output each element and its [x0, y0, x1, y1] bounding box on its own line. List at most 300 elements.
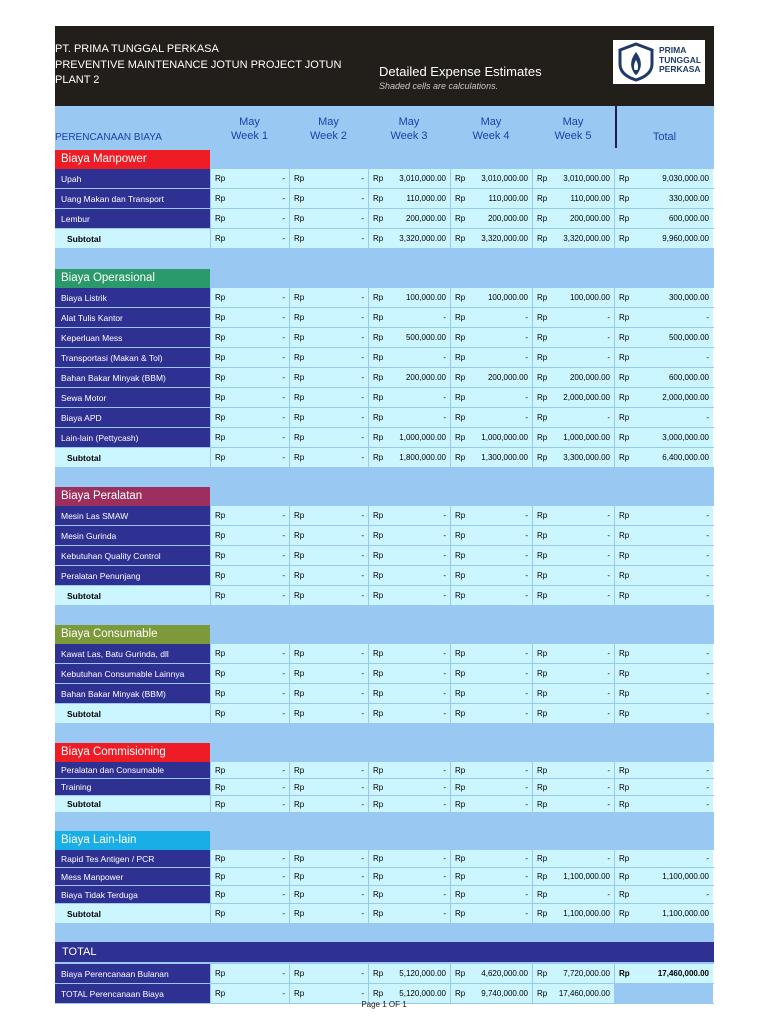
currency-label: Rp	[455, 854, 466, 863]
week-5-cell[interactable]	[532, 288, 614, 307]
amount-value: -	[361, 453, 364, 462]
total-cell[interactable]	[614, 566, 713, 585]
amount-value: 3,320,000.00	[399, 234, 446, 243]
amount-value: -	[525, 765, 528, 775]
week-4-cell[interactable]	[450, 288, 532, 307]
currency-label: Rp	[537, 765, 548, 775]
amount-value: -	[525, 890, 528, 899]
currency-label: Rp	[294, 174, 305, 183]
row-label: Biaya Tidak Terduga	[55, 886, 210, 903]
week-2-cell[interactable]	[289, 684, 368, 703]
total-cell[interactable]	[614, 189, 713, 208]
week-4-cell[interactable]	[450, 779, 532, 795]
week-5-cell[interactable]	[532, 189, 614, 208]
week-1-cell[interactable]	[210, 868, 289, 885]
week-1-cell[interactable]	[210, 964, 289, 983]
week-1-cell[interactable]	[210, 388, 289, 407]
week-1-cell[interactable]	[210, 796, 289, 812]
week-4-cell[interactable]	[450, 428, 532, 447]
amount-value: 200,000.00	[487, 214, 528, 223]
row-label: Kawat Las, Batu Gurinda, dll	[55, 644, 210, 663]
amount-value: 17,460,000.00	[657, 969, 709, 978]
week-1-cell[interactable]	[210, 586, 289, 605]
currency-label: Rp	[373, 373, 384, 382]
total-cell[interactable]	[614, 850, 713, 867]
total-cell[interactable]	[614, 964, 713, 983]
week-4-cell[interactable]	[450, 368, 532, 387]
week-4-cell[interactable]	[450, 586, 532, 605]
total-cell[interactable]	[614, 428, 713, 447]
currency-label: Rp	[537, 591, 548, 600]
week-1-cell[interactable]	[210, 704, 289, 723]
week-2-cell[interactable]	[289, 308, 368, 327]
amount-value: -	[607, 669, 610, 678]
week-3-cell[interactable]	[368, 964, 450, 983]
row-label: TOTAL Perencanaan Biaya	[55, 984, 210, 1003]
week-2-cell[interactable]	[289, 229, 368, 248]
amount-value: -	[282, 511, 285, 520]
amount-value: -	[706, 854, 709, 863]
total-cell[interactable]	[614, 328, 713, 347]
amount-value: -	[525, 393, 528, 402]
currency-label: Rp	[215, 909, 226, 918]
week-1-cell[interactable]	[210, 506, 289, 525]
total-cell[interactable]	[614, 348, 713, 367]
page-footer: Page 1 OF 1	[361, 1000, 407, 1009]
week-5-cell[interactable]	[532, 229, 614, 248]
currency-label: Rp	[215, 373, 226, 382]
section-gap	[55, 606, 714, 625]
total-cell[interactable]	[614, 526, 713, 545]
week-3-cell[interactable]	[368, 664, 450, 683]
amount-value: -	[706, 890, 709, 899]
week-1-cell[interactable]	[210, 229, 289, 248]
amount-value: 9,030,000.00	[662, 174, 709, 183]
total-cell[interactable]	[614, 506, 713, 525]
row-label: Rapid Tes Antigen / PCR	[55, 850, 210, 867]
currency-label: Rp	[619, 669, 630, 678]
amount-value: -	[282, 333, 285, 342]
total-cell[interactable]	[614, 388, 713, 407]
table-row	[55, 762, 714, 779]
amount-value: 3,010,000.00	[563, 174, 610, 183]
amount-value: -	[282, 854, 285, 863]
week-2-cell[interactable]	[289, 526, 368, 545]
section-gap	[55, 924, 714, 942]
subtotal-row	[55, 904, 714, 924]
week-3-cell[interactable]	[368, 684, 450, 703]
week-1-cell[interactable]	[210, 169, 289, 188]
amount-value: 3,000,000.00	[662, 433, 709, 442]
amount-value: -	[525, 333, 528, 342]
week-2-cell[interactable]	[289, 388, 368, 407]
week-4-cell[interactable]	[450, 328, 532, 347]
currency-label: Rp	[294, 854, 305, 863]
week-1-cell[interactable]	[210, 664, 289, 683]
week-3-cell[interactable]	[368, 762, 450, 778]
week-2-cell[interactable]	[289, 448, 368, 467]
currency-label: Rp	[215, 765, 226, 775]
week-5-cell[interactable]	[532, 886, 614, 903]
week-4-cell[interactable]	[450, 886, 532, 903]
week-1-cell[interactable]	[210, 526, 289, 545]
week-3-cell[interactable]	[368, 546, 450, 565]
amount-value: -	[706, 511, 709, 520]
week-5-cell[interactable]	[532, 428, 614, 447]
week-5-cell[interactable]	[532, 566, 614, 585]
week-2-cell[interactable]	[289, 169, 368, 188]
amount-value: -	[706, 571, 709, 580]
amount-value: -	[443, 909, 446, 918]
plan-label: PERENCANAAN BIAYA	[55, 132, 162, 143]
currency-label: Rp	[619, 551, 630, 560]
week-1-cell[interactable]	[210, 308, 289, 327]
subtotal-row	[55, 704, 714, 724]
table-row	[55, 850, 714, 868]
week-5-cell[interactable]	[532, 684, 614, 703]
week-5-cell[interactable]	[532, 796, 614, 812]
week-5-cell[interactable]	[532, 779, 614, 795]
week-1-cell[interactable]	[210, 566, 289, 585]
week-5-cell[interactable]	[532, 506, 614, 525]
week-1-cell[interactable]	[210, 546, 289, 565]
currency-label: Rp	[215, 591, 226, 600]
week-2-cell[interactable]	[289, 586, 368, 605]
week-4-cell[interactable]	[450, 526, 532, 545]
week-2-cell[interactable]	[289, 850, 368, 867]
currency-label: Rp	[537, 890, 548, 899]
week-3-cell[interactable]	[368, 886, 450, 903]
currency-label: Rp	[294, 890, 305, 899]
week-1-cell[interactable]	[210, 189, 289, 208]
week-3-cell[interactable]	[368, 348, 450, 367]
week-4-cell[interactable]	[450, 189, 532, 208]
currency-label: Rp	[537, 669, 548, 678]
week-3-cell[interactable]	[368, 904, 450, 923]
week-2-cell[interactable]	[289, 428, 368, 447]
week-4-cell[interactable]	[450, 868, 532, 885]
row-label: Transportasi (Makan & Tol)	[55, 348, 210, 367]
week-1-cell[interactable]	[210, 886, 289, 903]
row-label: Bahan Bakar Minyak (BBM)	[55, 684, 210, 703]
currency-label: Rp	[294, 313, 305, 322]
total-cell[interactable]	[614, 704, 713, 723]
currency-label: Rp	[455, 765, 466, 775]
week-3-cell[interactable]	[368, 308, 450, 327]
week-2-cell[interactable]	[289, 189, 368, 208]
total-cell[interactable]	[614, 779, 713, 795]
week-5-cell[interactable]	[532, 526, 614, 545]
amount-value: -	[361, 551, 364, 560]
amount-value: -	[443, 531, 446, 540]
week-3-cell[interactable]	[368, 506, 450, 525]
week-2-cell[interactable]	[289, 868, 368, 885]
week-4-cell[interactable]	[450, 796, 532, 812]
week-4-cell[interactable]	[450, 388, 532, 407]
week-3-cell[interactable]	[368, 566, 450, 585]
amount-value: -	[282, 214, 285, 223]
total-cell[interactable]	[614, 664, 713, 683]
table-row	[55, 868, 714, 886]
currency-label: Rp	[455, 234, 466, 243]
currency-label: Rp	[294, 571, 305, 580]
total-cell[interactable]	[614, 644, 713, 663]
total-cell[interactable]	[614, 408, 713, 427]
amount-value: -	[706, 799, 709, 809]
week-4-cell[interactable]	[450, 169, 532, 188]
week-5-cell[interactable]	[532, 664, 614, 683]
week-5-cell[interactable]	[532, 704, 614, 723]
amount-value: -	[443, 313, 446, 322]
week-4-cell[interactable]	[450, 704, 532, 723]
total-cell[interactable]	[614, 209, 713, 228]
currency-label: Rp	[215, 174, 226, 183]
week-1-cell[interactable]	[210, 408, 289, 427]
expense-sheet	[55, 26, 714, 1004]
week-2-cell[interactable]	[289, 328, 368, 347]
week-2-cell[interactable]	[289, 209, 368, 228]
currency-label: Rp	[294, 511, 305, 520]
week-5-cell[interactable]	[532, 964, 614, 983]
week-3-cell[interactable]	[368, 428, 450, 447]
week-1-cell[interactable]	[210, 348, 289, 367]
total-cell[interactable]	[614, 448, 713, 467]
week-3-cell[interactable]	[368, 288, 450, 307]
week-3-cell[interactable]	[368, 586, 450, 605]
row-label: Mess Manpower	[55, 868, 210, 885]
row-label: Lembur	[55, 209, 210, 228]
amount-value: -	[443, 591, 446, 600]
week-3-cell[interactable]	[368, 779, 450, 795]
week-3-cell[interactable]	[368, 526, 450, 545]
amount-value: 6,400,000.00	[662, 453, 709, 462]
week-5-cell[interactable]	[532, 209, 614, 228]
week-4-cell[interactable]	[450, 209, 532, 228]
amount-value: -	[525, 313, 528, 322]
week-1-cell[interactable]	[210, 368, 289, 387]
week-5-cell[interactable]	[532, 368, 614, 387]
amount-value: 100,000.00	[569, 293, 610, 302]
week-4-cell[interactable]	[450, 644, 532, 663]
week-5-cell[interactable]	[532, 169, 614, 188]
section-band	[55, 831, 714, 850]
currency-label: Rp	[619, 214, 630, 223]
row-label: Subtotal	[55, 586, 210, 605]
currency-label: Rp	[373, 969, 384, 978]
amount-value: -	[525, 649, 528, 658]
total-cell[interactable]	[614, 586, 713, 605]
week-3-cell[interactable]	[368, 704, 450, 723]
week-1-cell[interactable]	[210, 644, 289, 663]
week-3-cell[interactable]	[368, 796, 450, 812]
week-3-cell[interactable]	[368, 850, 450, 867]
currency-label: Rp	[373, 799, 384, 809]
currency-label: Rp	[619, 969, 630, 978]
table-row	[55, 506, 714, 526]
week-4-cell[interactable]	[450, 964, 532, 983]
week-4-cell[interactable]	[450, 904, 532, 923]
week-3-cell[interactable]	[368, 209, 450, 228]
row-label: Upah	[55, 169, 210, 188]
week-2-cell[interactable]	[289, 506, 368, 525]
week-3-cell[interactable]	[368, 169, 450, 188]
week-2-cell[interactable]	[289, 762, 368, 778]
week-5-cell[interactable]	[532, 546, 614, 565]
total-cell[interactable]	[614, 886, 713, 903]
amount-value: -	[607, 333, 610, 342]
week-1-cell[interactable]	[210, 779, 289, 795]
week-5-cell[interactable]	[532, 644, 614, 663]
currency-label: Rp	[537, 313, 548, 322]
amount-value: -	[706, 353, 709, 362]
week-4-cell[interactable]	[450, 348, 532, 367]
week-4-cell[interactable]	[450, 448, 532, 467]
currency-label: Rp	[294, 433, 305, 442]
week-1-cell[interactable]	[210, 762, 289, 778]
week-3-cell[interactable]	[368, 328, 450, 347]
week-1-cell[interactable]	[210, 209, 289, 228]
week-3-cell[interactable]	[368, 368, 450, 387]
total-cell[interactable]	[614, 796, 713, 812]
week-3-cell[interactable]	[368, 388, 450, 407]
week-4-cell[interactable]	[450, 506, 532, 525]
week-1-cell[interactable]	[210, 328, 289, 347]
week-5-cell[interactable]	[532, 904, 614, 923]
amount-value: -	[282, 909, 285, 918]
week-5-cell[interactable]	[532, 868, 614, 885]
currency-label: Rp	[215, 194, 226, 203]
currency-label: Rp	[619, 571, 630, 580]
currency-label: Rp	[537, 782, 548, 792]
week-2-cell[interactable]	[289, 779, 368, 795]
total-cell[interactable]	[614, 368, 713, 387]
week-1-cell[interactable]	[210, 904, 289, 923]
currency-label: Rp	[294, 872, 305, 881]
week-4-cell[interactable]	[450, 408, 532, 427]
currency-label: Rp	[619, 799, 630, 809]
week-5-cell[interactable]	[532, 308, 614, 327]
amount-value: 200,000.00	[569, 214, 610, 223]
amount-value: -	[361, 765, 364, 775]
currency-label: Rp	[373, 453, 384, 462]
week-2-cell[interactable]	[289, 408, 368, 427]
week-1-cell[interactable]	[210, 684, 289, 703]
week-5-cell[interactable]	[532, 348, 614, 367]
amount-value: -	[361, 433, 364, 442]
amount-value: -	[443, 669, 446, 678]
section-title: Biaya Consumable	[55, 625, 210, 644]
amount-value: 2,000,000.00	[563, 393, 610, 402]
week-1-header: May Week 1	[230, 116, 269, 142]
amount-value: -	[525, 872, 528, 881]
week-4-cell[interactable]	[450, 664, 532, 683]
week-2-cell[interactable]	[289, 886, 368, 903]
week-2-cell[interactable]	[289, 904, 368, 923]
week-2-cell[interactable]	[289, 566, 368, 585]
total-cell[interactable]	[614, 904, 713, 923]
week-3-cell[interactable]	[368, 229, 450, 248]
week-3-cell[interactable]	[368, 189, 450, 208]
week-2-cell[interactable]	[289, 288, 368, 307]
total-cell[interactable]	[614, 169, 713, 188]
currency-label: Rp	[537, 234, 548, 243]
week-4-cell[interactable]	[450, 308, 532, 327]
week-2-cell[interactable]	[289, 546, 368, 565]
week-2-cell[interactable]	[289, 664, 368, 683]
week-1-cell[interactable]	[210, 850, 289, 867]
amount-value: 1,100,000.00	[563, 872, 610, 881]
week-3-cell[interactable]	[368, 408, 450, 427]
currency-label: Rp	[537, 989, 548, 998]
week-2-cell[interactable]	[289, 368, 368, 387]
total-cell[interactable]	[614, 229, 713, 248]
week-2-cell[interactable]	[289, 348, 368, 367]
expense-subtitle: Shaded cells are calculations.	[379, 81, 499, 91]
week-5-cell[interactable]	[532, 408, 614, 427]
week-2-cell[interactable]	[289, 796, 368, 812]
week-4-cell[interactable]	[450, 850, 532, 867]
currency-label: Rp	[455, 413, 466, 422]
week-1-cell[interactable]	[210, 428, 289, 447]
total-cell[interactable]	[614, 868, 713, 885]
section-gap	[55, 468, 714, 487]
week-4-cell[interactable]	[450, 229, 532, 248]
total-cell[interactable]	[614, 684, 713, 703]
week-3-cell[interactable]	[368, 644, 450, 663]
amount-value: -	[525, 571, 528, 580]
currency-label: Rp	[373, 194, 384, 203]
week-4-cell[interactable]	[450, 566, 532, 585]
currency-label: Rp	[294, 591, 305, 600]
week-5-cell[interactable]	[532, 448, 614, 467]
week-2-cell[interactable]	[289, 964, 368, 983]
currency-label: Rp	[294, 413, 305, 422]
week-4-cell[interactable]	[450, 546, 532, 565]
week-5-cell[interactable]	[532, 850, 614, 867]
week-4-cell[interactable]	[450, 684, 532, 703]
amount-value: 110,000.00	[570, 194, 610, 203]
week-1-cell[interactable]	[210, 288, 289, 307]
currency-label: Rp	[619, 872, 630, 881]
currency-label: Rp	[537, 433, 548, 442]
week-4-cell[interactable]	[450, 762, 532, 778]
week-2-cell[interactable]	[289, 644, 368, 663]
amount-value: -	[706, 313, 709, 322]
amount-value: -	[361, 413, 364, 422]
week-1-cell[interactable]	[210, 448, 289, 467]
week-3-cell[interactable]	[368, 448, 450, 467]
currency-label: Rp	[373, 669, 384, 678]
section-band	[55, 269, 714, 288]
total-cell[interactable]	[614, 546, 713, 565]
currency-label: Rp	[455, 669, 466, 678]
currency-label: Rp	[294, 393, 305, 402]
week-5-cell[interactable]	[532, 586, 614, 605]
amount-value: -	[443, 782, 446, 792]
week-5-cell[interactable]	[532, 388, 614, 407]
total-cell[interactable]	[614, 288, 713, 307]
total-section-title: TOTAL	[55, 942, 714, 962]
table-row	[55, 664, 714, 684]
currency-label: Rp	[455, 511, 466, 520]
total-cell[interactable]	[614, 308, 713, 327]
total-cell[interactable]	[614, 762, 713, 778]
currency-label: Rp	[455, 969, 466, 978]
week-2-cell[interactable]	[289, 704, 368, 723]
week-5-cell[interactable]	[532, 762, 614, 778]
week-3-cell[interactable]	[368, 868, 450, 885]
week-5-cell[interactable]	[532, 328, 614, 347]
